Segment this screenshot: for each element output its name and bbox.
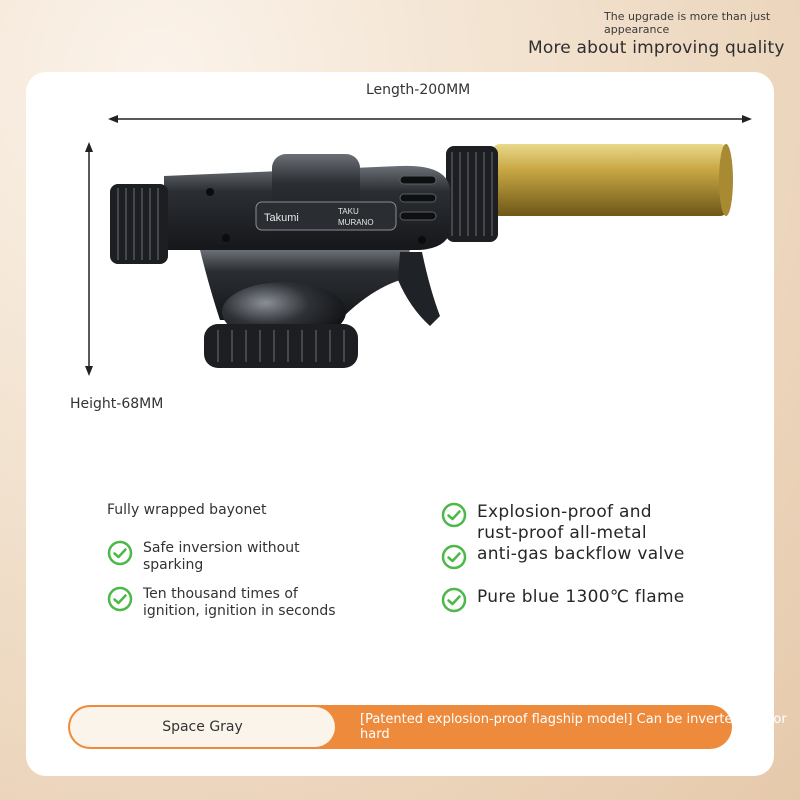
height-arrow (85, 142, 93, 376)
nozzle-barrel (492, 144, 728, 216)
feature-line: Ten thousand times of (143, 586, 298, 602)
torch-image (100, 140, 740, 380)
base-ring (204, 324, 358, 368)
model-description: [Patented explosion-proof flagship model] Can be inverted/soft or hard (360, 712, 787, 742)
check-circle-icon (107, 540, 133, 566)
trigger (398, 252, 440, 326)
feature-anti-gas-backflow (441, 544, 685, 570)
tagline-small: The upgrade is more than just appearance (604, 10, 771, 36)
nozzle-ring (446, 146, 498, 242)
height-label: Height-68MM (70, 396, 164, 412)
feature-safe-inversion (107, 540, 300, 574)
feature-text (477, 502, 652, 544)
feature-blue-flame (441, 587, 685, 613)
rear-knob (110, 184, 168, 264)
feature-text: anti-gas backflow valve (477, 544, 685, 564)
feature-line: sparking (143, 557, 204, 573)
tagline-headline: More about improving quality (528, 38, 785, 58)
check-circle-icon (441, 544, 467, 570)
brand-right-text-2: MURANO (338, 218, 374, 227)
feature-ten-thousand-ignitions (107, 586, 336, 620)
length-arrow (108, 115, 752, 123)
feature-fully-wrapped-bayonet: Fully wrapped bayonet (107, 502, 267, 518)
feature-line: Safe inversion without (143, 540, 300, 556)
feature-explosion-proof (441, 502, 652, 544)
check-circle-icon (107, 586, 133, 612)
brand-left-text: Takumi (264, 212, 299, 224)
feature-line: rust-proof all-metal (477, 523, 647, 543)
check-circle-icon (441, 587, 467, 613)
length-label: Length-200MM (366, 82, 471, 98)
color-option-button[interactable]: Space Gray (70, 707, 335, 747)
feature-text: Pure blue 1300℃ flame (477, 587, 685, 607)
feature-line: ignition, ignition in seconds (143, 603, 336, 619)
check-circle-icon (441, 502, 467, 528)
feature-text (143, 540, 300, 574)
feature-line: Explosion-proof and (477, 502, 652, 522)
feature-text (143, 586, 336, 620)
variant-bar (68, 705, 787, 749)
brand-right-text-1: TAKU (338, 207, 359, 216)
